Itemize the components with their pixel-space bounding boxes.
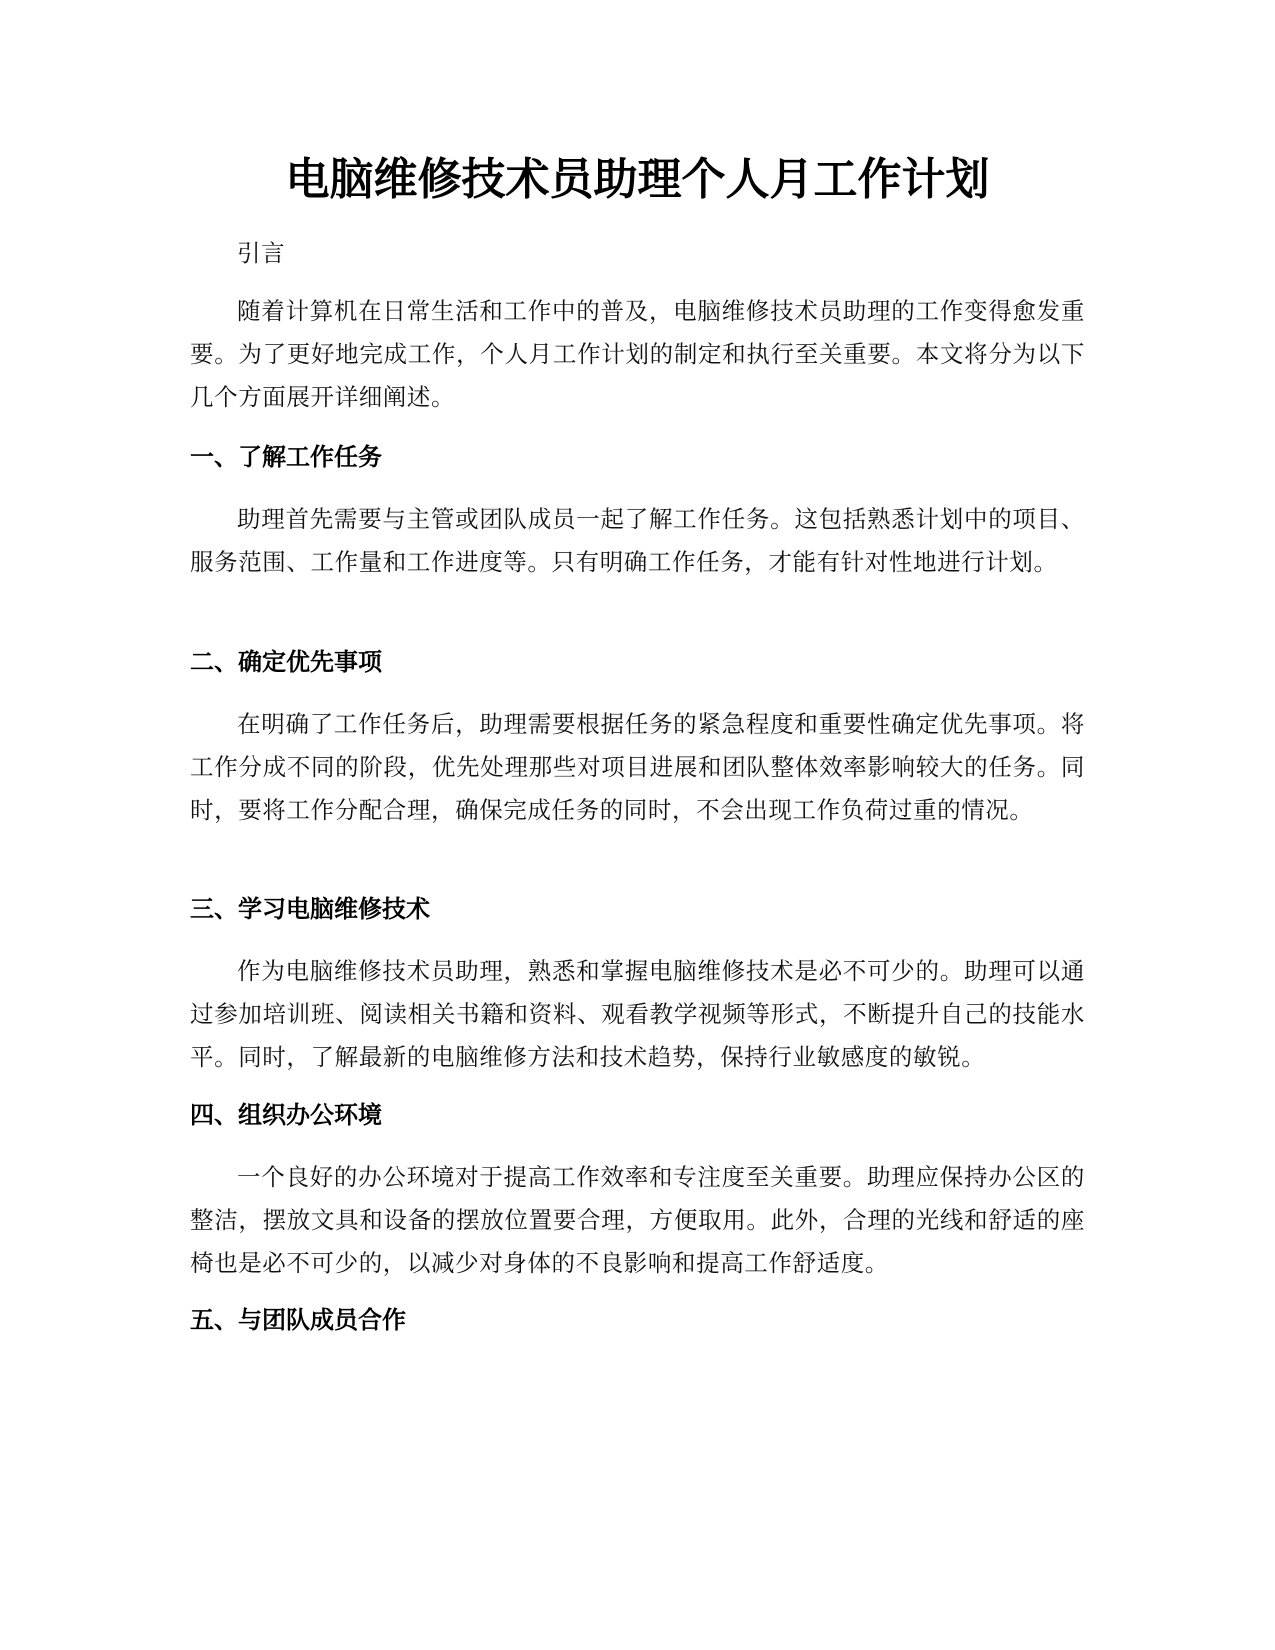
section-1-body: 助理首先需要与主管或团队成员一起了解工作任务。这包括熟悉计划中的项目、服务范围、工作量和工作进度等。只有明确工作任务，才能有针对性地进行计划。 — [190, 505, 1085, 576]
section-4-heading: 四、组织办公环境 — [190, 1101, 382, 1129]
section-2-body: 在明确了工作任务后，助理需要根据任务的紧急程度和重要性确定优先事项。将工作分成不同的阶段，优先处理那些对项目进展和团队整体效率影响较大的任务。同时，要将工作分配合理，确保完成任务的同时，不会出现工作负荷过重的情况。 — [190, 710, 1085, 824]
intro-paragraph: 随着计算机在日常生活和工作中的普及，电脑维修技术员助理的工作变得愈发重要。为了更好地完成工作，个人月工作计划的制定和执行至关重要。本文将分为以下几个方面展开详细阐述。 — [190, 297, 1085, 411]
section-3-body: 作为电脑维修技术员助理，熟悉和掌握电脑维修技术是必不可少的。助理可以通过参加培训班、阅读相关书籍和资料、观看教学视频等形式，不断提升自己的技能水平。同时，了解最新的电脑维修方法和技术趋势，保持行业敏感度的敏锐。 — [190, 957, 1085, 1071]
section-1-heading: 一、了解工作任务 — [190, 443, 382, 471]
section-4-body: 一个良好的办公环境对于提高工作效率和专注度至关重要。助理应保持办公区的整洁，摆放文具和设备的摆放位置要合理，方便取用。此外，合理的光线和舒适的座椅也是必不可少的，以减少对身体的不良影响和提高工作舒适度。 — [190, 1163, 1085, 1277]
document-title: 电脑维修技术员助理个人月工作计划 — [285, 154, 990, 205]
section-3-heading: 三、学习电脑维修技术 — [190, 895, 430, 923]
intro-label: 引言 — [237, 239, 286, 267]
section-2-heading: 二、确定优先事项 — [190, 648, 382, 676]
section-5-heading: 五、与团队成员合作 — [190, 1306, 406, 1334]
